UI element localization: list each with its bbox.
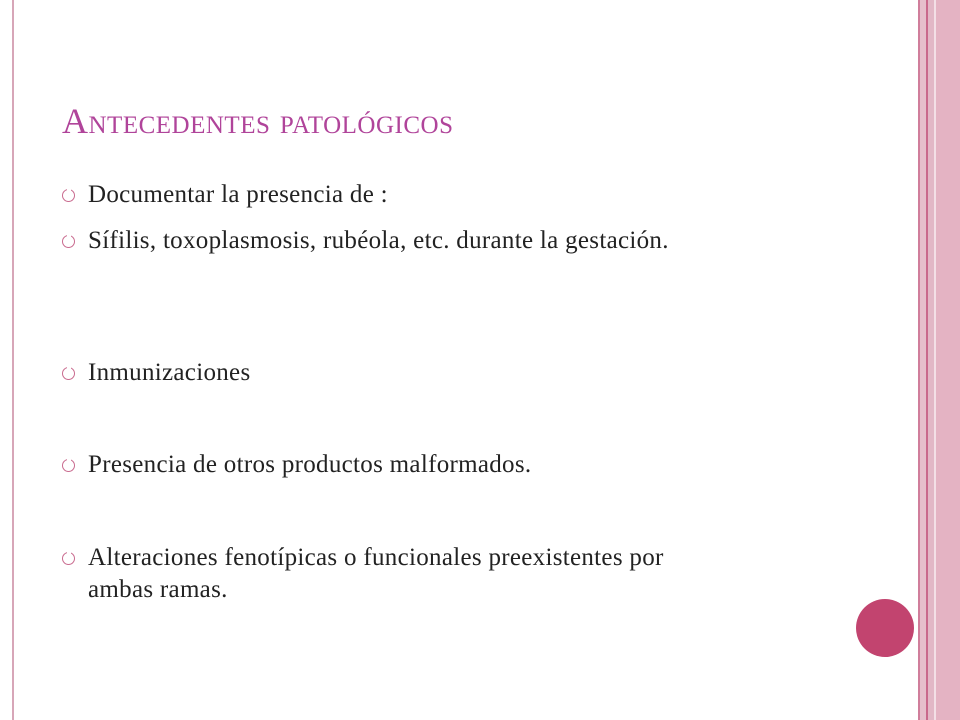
bullet-text: Sífilis, toxoplasmosis, rubéola, etc. durante la gestación. <box>88 227 669 254</box>
bullet-item <box>62 179 388 211</box>
bullet-marker-icon <box>62 189 75 202</box>
bullet-marker-icon <box>62 235 75 248</box>
bullet-text: Inmunizaciones <box>88 359 251 386</box>
slide-title-text: Antecedentes patológicos <box>62 101 454 141</box>
bullet-item <box>62 449 531 481</box>
bullet-item <box>62 225 782 257</box>
slide-title <box>62 100 453 142</box>
left-border-line <box>12 0 14 720</box>
bullet-text: Presencia de otros productos malformados. <box>88 451 532 478</box>
bullet-text: Alteraciones fenotípicas o funcionales preexistentes por ambas ramas. <box>88 544 664 603</box>
decorative-stripes <box>920 0 960 720</box>
bullet-marker-icon <box>62 459 75 472</box>
stripe <box>936 0 960 720</box>
bullet-text: Documentar la presencia de : <box>88 181 388 208</box>
decorative-circle <box>856 599 914 657</box>
bullet-marker-icon <box>62 367 75 380</box>
bullet-marker-icon <box>62 552 75 565</box>
bullet-item <box>62 542 702 606</box>
bullet-item <box>62 357 250 389</box>
